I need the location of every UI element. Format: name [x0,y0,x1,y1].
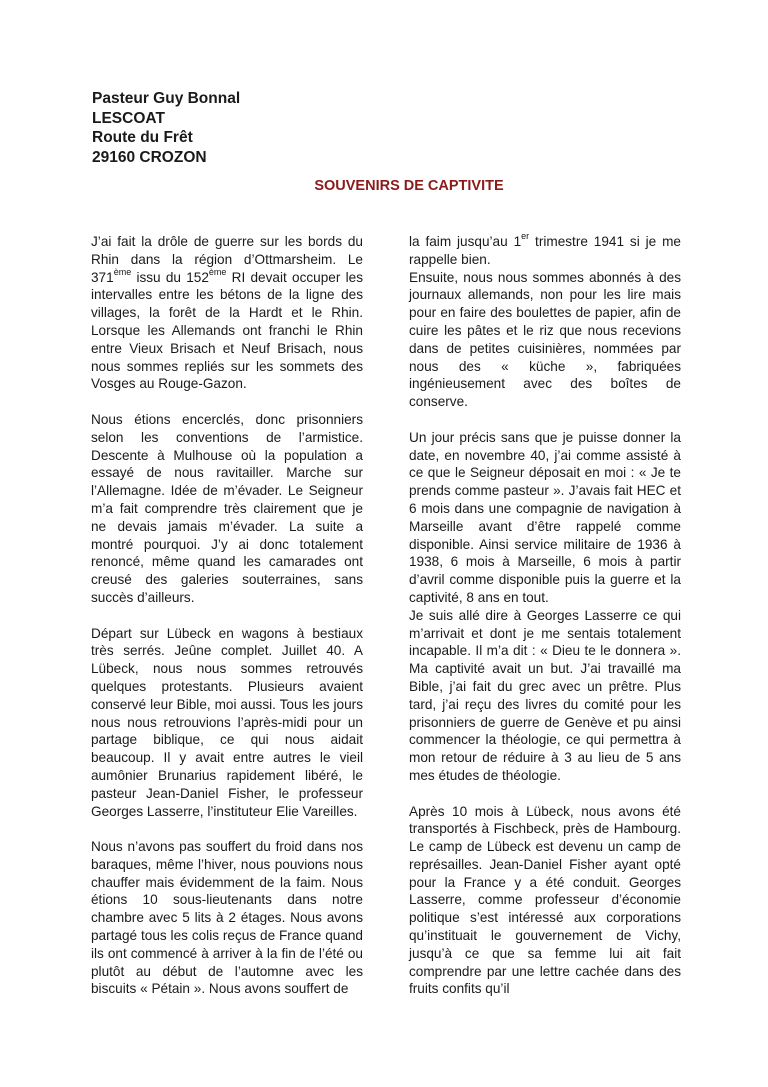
paragraph: Après 10 mois à Lübeck, nous avons été transportés à Fischbeck, près de Hambourg. Le camp de Lübeck est devenu un camp de représailles. Jean-Daniel Fisher ayant opté pour la France y a été conduit. Georges Lasserre, comme professeur d’économie politique s’est intéressé aux corporations qu’instituait le gouvernement de Vichy, jusqu’à ce que sa femme lui ait fait comprendre par une lettre cachée dans des fruits confits qu’il [409,803,681,997]
paragraph: Nous étions encerclés, donc prisonniers selon les conventions de l’armistice. Descente à Mulhouse où la population a essayé de nous ravitailler. Marche sur l’Allemagne. Idée de m’évader. Le Seigneur m’a fait comprendre très clairement que je ne devais jamais m’évader. La suite a montré pourquoi. J’y ai donc totalement renoncé, même quand les camarades ont creusé des galeries souterraines, sans succès d’ailleurs. [91,411,363,605]
left-column [91,233,363,1016]
text-run: la faim jusqu’au 1 [409,234,522,249]
address-city: 29160 CROZON [92,148,207,166]
paragraph [91,233,363,393]
address-name: Pasteur Guy Bonnal [92,90,241,107]
text-run: issu du 152 [131,269,209,285]
text-run: RI devait occuper les intervalles entre les bétons de la ligne des villages, la forêt de la Hardt et le Rhin. Lorsque les Allemands ont franchi le Rhin entre Vieux Brisach et Neuf Brisach, nous nous sommes repliés sur les sommets des Vosges au Rouge-Gazon. [91,269,363,392]
paragraph: Je suis allé dire à Georges Lasserre ce qui m’arrivait et dont je me sentais totalement incapable. Il m’a dit : « Dieu te le donnera ». Ma captivité avait un but. J’ai travaillé ma Bible, j’ai fait du grec avec un prêtre. Plus tard, j’ai reçu des livres du comité pour les prisonniers de guerre de Genève et pu ainsi commencer la théologie, ce qui permettra à mon retour de réduire à 3 au lieu de 5 ans mes études de théologie. [409,607,681,783]
sender-address [92,89,240,167]
document-title: SOUVENIRS DE CAPTIVITE [314,178,504,194]
text-run: trimestre 1941 si je me rappelle bien. [409,234,681,267]
superscript: ème [208,267,227,278]
paragraph: Ensuite, nous nous sommes abonnés à des journaux allemands, non pour les lire mais pour en faire des boulettes de papier, afin de cuire les pâtes et le riz que nous recevions dans de petites cuisinières, nommées par nous des « küche », fabriquées ingénieusement avec des boîtes de conserve. [409,269,681,410]
superscript: ème [113,267,132,278]
address-place: LESCOAT [92,109,165,127]
paragraph: Un jour précis sans que je puisse donner la date, en novembre 40, j’ai comme assisté à ce que le Seigneur déposait en moi : « Je te prends comme pasteur ». J’avais fait HEC et 6 mois dans une compagnie de navigation à Marseille avant d’être rappelé comme disponible. Ainsi service militaire de 1936 à 1938, 6 mois à Marseille, 6 mois à partir d’avril comme disponible puis la guerre et la captivité, 8 ans en tout. [409,429,681,605]
paragraph: Départ sur Lübeck en wagons à bestiaux très serrés. Jeûne complet. Juillet 40. A Lübeck, nous nous sommes retrouvés quelques protestants. Plusieurs avaient conservé leur Bible, moi aussi. Tous les jours nous nous retrouvions l’après-midi pour un partage biblique, ce qui nous aidait beaucoup. Il y avait entre autres le vieil aumônier Brunarius rapidement libéré, le pasteur Jean-Daniel Fisher, le professeur Georges Lasserre, l’instituteur Elie Vareilles. [91,625,363,819]
paragraph: Nous n’avons pas souffert du froid dans nos baraques, même l’hiver, nous pouvions nous chauffer mais évidemment de la faim. Nous étions 10 sous-lieutenants dans notre chambre avec 5 lits à 2 étages. Nous avons partagé tous les colis reçus de France quand ils ont commencé à arriver à la fin de l’été ou plutôt au début de l’automne avec les biscuits « Pétain ». Nous avons souffert de [91,839,363,997]
paragraph [409,233,681,269]
address-street: Route du Frêt [92,129,193,146]
text-run: J’ai fait la drôle de guerre sur les bords du Rhin dans la région d’Ottmarsheim. Le 371 [91,234,363,285]
right-column [409,233,681,1016]
superscript: er [521,231,530,242]
